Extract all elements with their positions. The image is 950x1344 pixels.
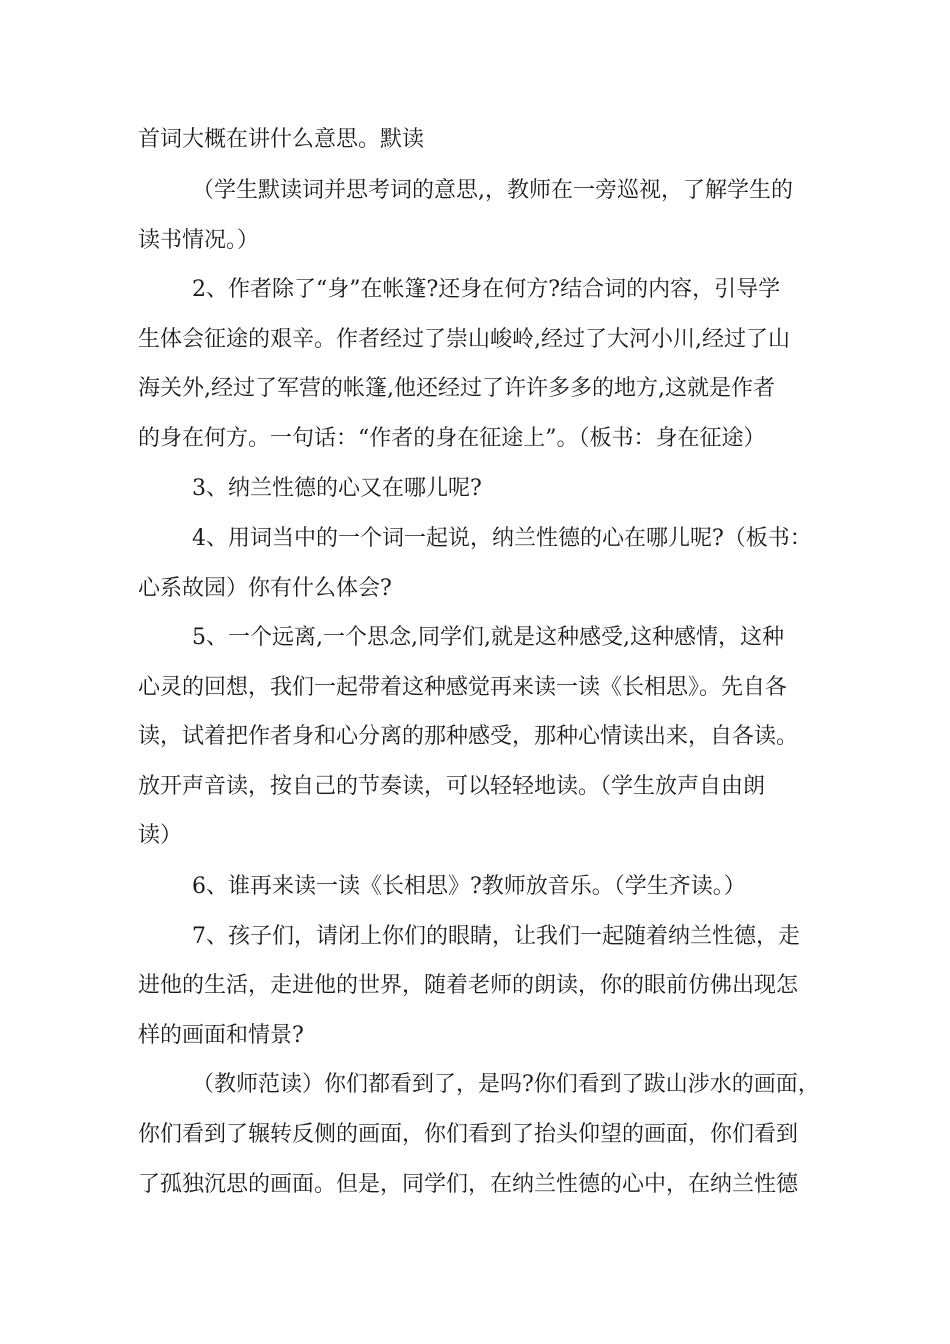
text-line: 读） bbox=[138, 823, 183, 848]
text-line: 你们看到了辗转反侧的画面，你们看到了抬头仰望的画面，你们看到 bbox=[138, 1122, 799, 1147]
text-line: 样的画面和情景? bbox=[138, 1023, 304, 1048]
text-line: 进他的生活，走进他的世界，随着老师的朗读，你的眼前仿佛出现怎 bbox=[138, 973, 799, 998]
text-line: 首词大概在讲什么意思。默读 bbox=[138, 127, 425, 152]
text-line: 生体会征途的艰辛。作者经过了崇山峻岭,经过了大河小川,经过了山 bbox=[138, 327, 790, 352]
text-line: 读书情况。） bbox=[138, 228, 260, 253]
text-line: （教师范读）你们都看到了，是吗?你们看到了跋山涉水的画面， bbox=[192, 1072, 820, 1097]
text-line: 读，试着把作者身和心分离的那种感受，那种心情读出来，自各读。 bbox=[138, 724, 799, 749]
text-line: 心灵的回想，我们一起带着这种感觉再来读一读《长相思》。先自各 bbox=[138, 675, 788, 700]
text-line: 2、作者除了“身”在帐篷?还身在何方?结合词的内容，引导学 bbox=[192, 277, 781, 302]
text-line: 放开声音读，按自己的节奏读，可以轻轻地读。（学生放声自由朗 bbox=[138, 774, 766, 799]
text-line: 7、孩子们，请闭上你们的眼睛，让我们一起随着纳兰性德，走 bbox=[192, 924, 800, 949]
text-line: 5、一个远离,一个思念,同学们,就是这种感受,这种感情，这种 bbox=[192, 625, 784, 650]
text-line: 的身在何方。一句话：“作者的身在征途上”。（板书：身在征途） bbox=[138, 426, 766, 451]
text-line: 海关外,经过了军营的帐篷,他还经过了许许多多的地方,这就是作者 bbox=[138, 376, 775, 401]
text-line: 6、谁再来读一读《长相思》?教师放音乐。（学生齐读。） bbox=[192, 874, 746, 899]
text-line: （学生默读词并思考词的意思,，教师在一旁巡视，了解学生的 bbox=[192, 178, 793, 203]
text-line: 3、纳兰性德的心又在哪儿呢? bbox=[192, 476, 482, 501]
text-line: 了孤独沉思的画面。但是，同学们，在纳兰性德的心中，在纳兰性德 bbox=[138, 1172, 799, 1197]
text-line: 4、用词当中的一个词一起说，纳兰性德的心在哪儿呢?（板书： bbox=[192, 526, 812, 551]
text-line: 心系故园）你有什么体会? bbox=[138, 576, 392, 601]
